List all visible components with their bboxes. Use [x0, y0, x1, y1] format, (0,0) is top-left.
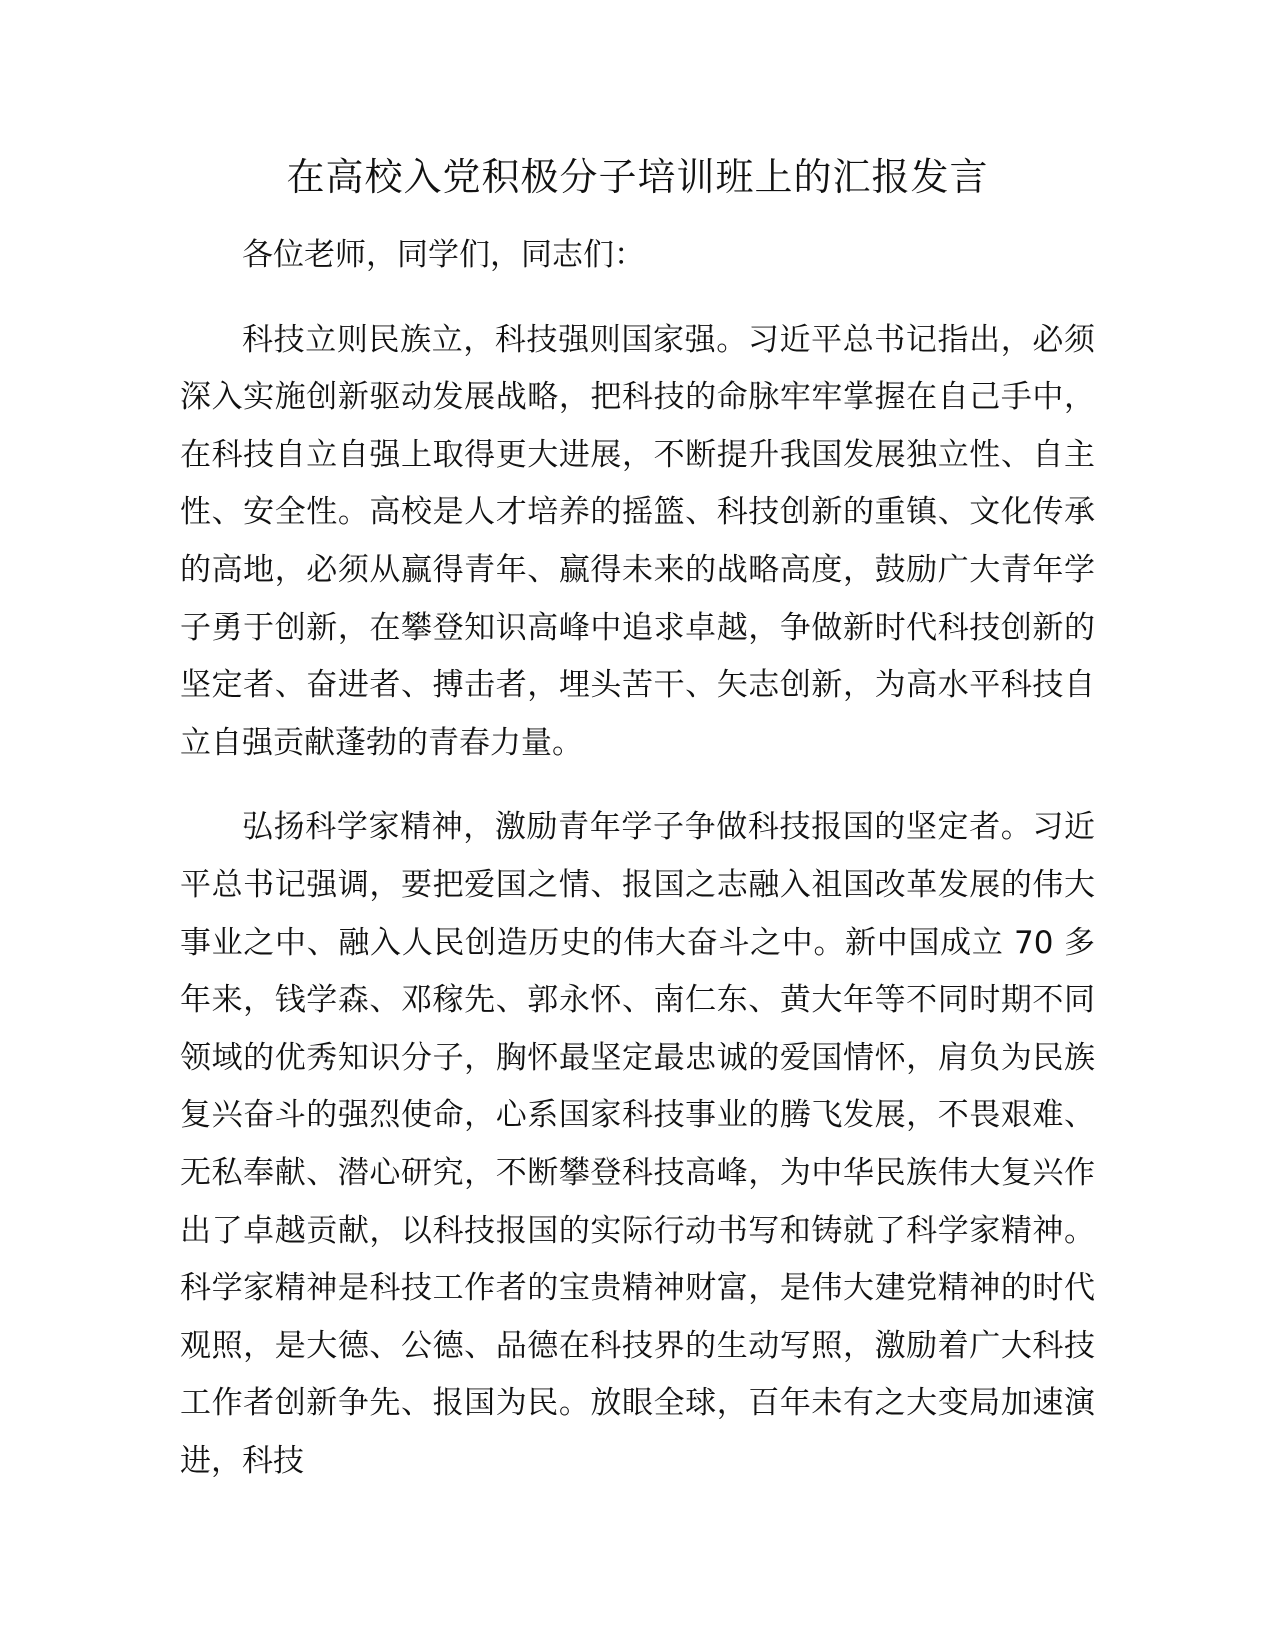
paragraph-2: 弘扬科学家精神，激励青年学子争做科技报国的坚定者。习近平总书记强调，要把爱国之情、报国之志融入祖国改革发展的伟大事业之中、融入人民创造历史的伟大奋斗之中。新中国成立 70 多年来，钱学森、邓稼先、郭永怀、南仁东、黄大年等不同时期不同领域的优秀知识分子，胸怀最坚定最忠诚的爱国情怀，肩负为民族复兴奋斗的强烈使命，心系国家科技事业的腾飞发展，不畏艰难、无私奉献、潜心研究，不断攀登科技高峰，为中华民族伟大复兴作出了卓越贡献，以科技报国的实际行动书写和铸就了科学家精神。科学家精神是科技工作者的宝贵精神财富，是伟大建党精神的时代观照，是大德、公德、品德在科技界的生动写照，激励着广大科技工作者创新争先、报国为民。放眼全球，百年未有之大变局加速演进，科技	[180, 809, 1095, 1479]
greeting-line: 各位老师，同学们，同志们：	[242, 237, 645, 273]
paragraph-1: 科技立则民族立，科技强则国家强。习近平总书记指出，必须深入实施创新驱动发展战略，把科技的命脉牢牢掌握在自己手中，在科技自立自强上取得更大进展，不断提升我国发展独立性、自主性、安全性。高校是人才培养的摇篮、科技创新的重镇、文化传承的高地，必须从赢得青年、赢得未来的战略高度，鼓励广大青年学子勇于创新，在攀登知识高峰中追求卓越，争做新时代科技创新的坚定者、奋进者、搏击者，埋头苦干、矢志创新，为高水平科技自立自强贡献蓬勃的青春力量。	[180, 321, 1095, 761]
document-title: 在高校入党积极分子培训班上的汇报发言	[286, 155, 989, 199]
document-body	[180, 227, 1095, 1517]
